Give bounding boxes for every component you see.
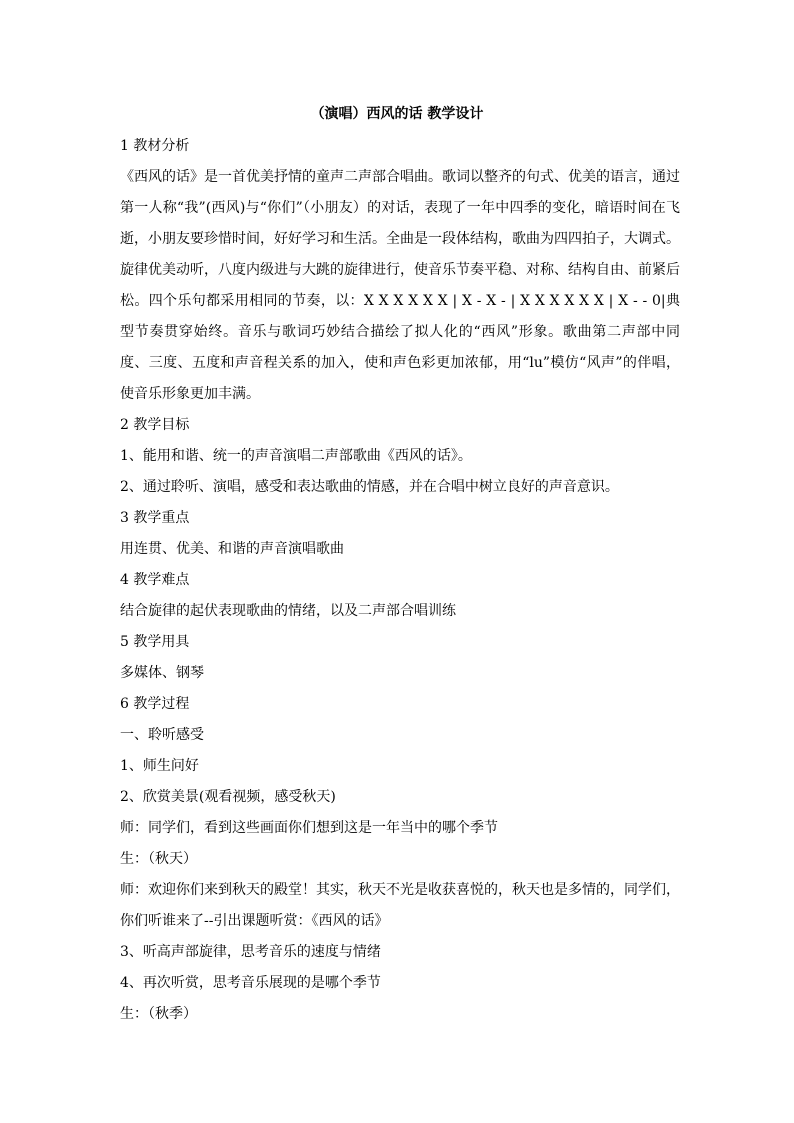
section-heading-process: 6 教学过程 bbox=[120, 696, 190, 712]
document-body bbox=[120, 131, 680, 1030]
student-line-1: 生：（秋天） bbox=[120, 851, 197, 867]
goal-item-2: 2、通过聆听、演唱，感受和表达歌曲的情感，并在合唱中树立良好的声音意识。 bbox=[120, 479, 619, 495]
student-line-2: 生：（秋季） bbox=[120, 1006, 197, 1022]
teacher-line-2: 师：欢迎你们来到秋天的殿堂！其实，秋天不光是收获喜悦的，秋天也是多情的，同学们，你们听谁来了--引出课题听赏：《西风的话》 bbox=[120, 882, 680, 929]
goal-item-1: 1、能用和谐、统一的声音演唱二声部歌曲《西风的话》。 bbox=[120, 448, 472, 464]
analysis-paragraph: 《西风的话》是一首优美抒情的童声二声部合唱曲。歌词以整齐的句式、优美的语言，通过第一人称“我”(西风)与“你们”（小朋友）的对话，表现了一年中四季的变化，暗语时间在飞逝，小朋友要珍惜时间，好好学习和生活。全曲是一段体结构，歌曲为四四拍子，大调式。旋律优美动听，八度内级进与大跳的旋律进行，使音乐节奏平稳、对称、结构自由、前紧后松。四个乐句都采用相同的节奏，以：X X X X X X | X - X - | X X X X X X | X - - 0|典型节奏贯穿始终。音乐与歌词巧妙结合描绘了拟人化的“西风”形象。歌曲第二声部中同度、三度、五度和声音程关系的加入，使和声色彩更加浓郁，用“lu”模仿“风声”的伴唱，使音乐形象更加丰满。 bbox=[120, 169, 680, 402]
process-part-heading: 一、聆听感受 bbox=[120, 727, 204, 743]
difficulties-text: 结合旋律的起伏表现歌曲的情绪，以及二声部合唱训练 bbox=[120, 603, 456, 619]
key-points-text: 用连贯、优美、和谐的声音演唱歌曲 bbox=[120, 541, 344, 557]
process-step-1: 1、师生问好 bbox=[120, 758, 199, 774]
process-step-3: 3、听高声部旋律，思考音乐的速度与情绪 bbox=[120, 944, 381, 960]
section-heading-analysis: 1 教材分析 bbox=[120, 138, 190, 154]
tools-text: 多媒体、钢琴 bbox=[120, 665, 204, 681]
process-step-2: 2、欣赏美景(观看视频，感受秋天) bbox=[120, 789, 336, 805]
section-heading-tools: 5 教学用具 bbox=[120, 634, 190, 650]
document-title: （演唱）西风的话 教学设计 bbox=[310, 106, 484, 122]
process-step-4: 4、再次听赏，思考音乐展现的是哪个季节 bbox=[120, 975, 381, 991]
section-heading-key-points: 3 教学重点 bbox=[120, 510, 190, 526]
section-heading-goals: 2 教学目标 bbox=[120, 417, 190, 433]
section-heading-difficulties: 4 教学难点 bbox=[120, 572, 190, 588]
teacher-line-1: 师：同学们，看到这些画面你们想到这是一年当中的哪个季节 bbox=[120, 820, 498, 836]
